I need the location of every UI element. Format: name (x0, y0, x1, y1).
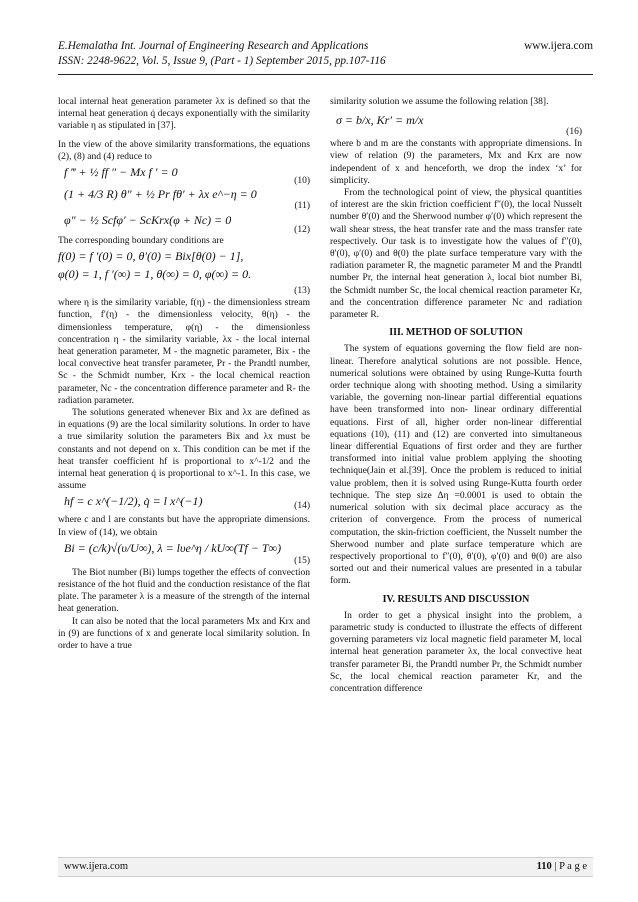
header-rule (58, 74, 593, 75)
equation-13b: φ(0) = 1, f ′(∞) = 1, θ(∞) = 0, φ(∞) = 0. (58, 267, 252, 282)
left-column (58, 96, 310, 652)
footer-site-link[interactable]: www.ijera.com (64, 861, 129, 872)
right-paragraph-2: where b and m are the constants with appropriate dimensions. In view of relation (9) the parameters, Mx and Krx are now independent of x and henceforth, we drop the index ‘x’ for simplicity. (330, 139, 582, 186)
header-site-link[interactable]: www.ijera.com (524, 40, 593, 52)
section-3-heading: III. METHOD OF SOLUTION (389, 327, 523, 339)
page-number: 110 (536, 861, 552, 872)
left-paragraph-5: The solutions generated whenever Bix and λx are defined as in equations (9) are the local similarity solutions. In order to have a true similarity solution the parameters Bix and λx must be constants and not depend on x. This condition can be met if the heat transfer coefficient hf is proportional to x^-1/2 and the internal heat generation q̇ is proportional to x^-1. In this case, we assume (58, 408, 310, 492)
equation-13a: f(0) = f ′(0) = 0, θ′(0) = Bix[θ(0) − 1], (58, 249, 244, 264)
right-paragraph-3: From the technological point of view, the physical quantities of interest are the skin friction coefficient f″(0), the local Nusselt number θ′(0) and the Sherwood number φ′(0) which represent the wall shear stress, the heat transfer rate and the mass transfer rate respectively. Our task is to investigate how the values of f″(0), θ′(0), φ′(0) and θ(0) the plate surface temperature vary with the radiation parameter R, the magnetic parameter M and the Prandtl number Pr, the internal heat generation λ, local biot number Bi, the Schmidt number Sc, the local chemical reaction parameter Kr, and the concentration difference parameter Nc and radiation parameter R. (330, 188, 582, 321)
running-header (58, 39, 593, 69)
left-paragraph-3: The corresponding boundary conditions are (58, 236, 224, 247)
right-paragraph-4: The system of equations governing the flow field are non-linear. Therefore analytical solutions are not possible. Hence, numerical solutions were obtained by using Runge-Kutta fourth order technique along with shooting method. Using a similarity variable, the governing non-linear partial differential equations have been transformed into non- linear ordinary differential equations. First of all, higher order non-linear differential equations (10), (11) and (12) are converted into simultaneous linear differential Equations of first order and they are further transformed into initial value problem applying the shooting technique(Jain et al.[39]. Once the problem is reduced to initial value problem, then it is solved using Runge-Kutta fourth order technique. The step size Δη =0.0001 is used to obtain the numerical solution with six decimal place accuracy as the criterion of convergence. From the process of numerical computation, the skin-friction coefficient, the Nusselt number the Sherwood number and plate surface temperature which are respectively proportional to f″(0), θ′(0), φ′(0) and θ(0) are also sorted out and their numerical values are presented in a tabular form. (330, 344, 582, 587)
left-paragraph-8: It can also be noted that the local parameters Mx and Krx and in (9) are functions of x and generate local similarity solution. In order to have a true (58, 616, 310, 652)
equation-10: f ‴ + ½ ff ″ − Mx f ′ = 0 (10) (64, 165, 310, 187)
left-paragraph-2: In the view of the above similarity transformations, the equations (2), (8) and (4) reduce to (58, 139, 310, 162)
equation-15: Bi = (c/k)√(υ/U∞), λ = lυe^η / kU∞(Tf − T∞) (15) (64, 540, 310, 566)
left-paragraph-4: where η is the similarity variable, f(η) - the dimensionless stream function, f′(η) - the dimensionless velocity, θ(η) - the dimensionless temperature, φ(η) - the dimensionless concentration η - the similarity variable, λx - the local internal heat generation parameter, M - the magnetic parameter, Bix - the local convective heat transfer parameter, Pr - the Prandtl number, Sc - the Schmidt number, Krx - the local chemical reaction parameter, Nc - the concentration difference parameter and R- the radiation parameter. (58, 298, 310, 406)
left-paragraph-6: where c and l are constants but have the appropriate dimensions. In view of (14), we obtain (58, 515, 310, 538)
section-4-heading: IV. RESULTS AND DISCUSSION (382, 593, 530, 605)
equation-16: σ = b/x, Kr′ = m/x (16) (336, 113, 582, 138)
equation-11: (1 + 4/3 R) θ″ + ½ Pr fθ′ + λx e^−η = 0 (11) (64, 187, 310, 212)
header-journal: E.Hemalatha Int. Journal of Engineering Research and Applications (58, 40, 369, 52)
left-paragraph-7: The Biot number (Bi) lumps together the effects of convection resistance of the hot fluid and the conduction resistance of the flat plate. The parameter λ is a measure of the strength of the internal heat generation. (58, 567, 310, 615)
page-footer (58, 857, 593, 877)
right-column (330, 96, 582, 695)
footer-page (537, 858, 587, 876)
right-paragraph-1: similarity solution we assume the following relation [38]. (330, 97, 549, 107)
equation-12: φ″ − ½ Scfφ′ − ScKrx(φ + Nc) = 0 (12) (64, 213, 310, 236)
page-suffix: | P a g e (551, 861, 587, 872)
equation-14: hf = c x^(−1/2), q̇ = l x^(−1) (14) (64, 494, 310, 512)
right-paragraph-5: In order to get a physical insight into the problem, a parametric study is conducted to illustrate the effects of different governing parameters viz local magnetic field parameter M, local internal heat generation parameter λx, the local convective heat transfer parameter Bi, the Prandtl number Pr, the Schmidt number Sc, the local chemical reaction parameter Kr, and the concentration difference (330, 610, 582, 694)
left-paragraph-1: local internal heat generation parameter λx is defined so that the internal heat generation q̇ decays exponentially with the similarity variable η as stipulated in [37]. (58, 97, 310, 132)
header-issn: ISSN: 2248-9622, Vol. 5, Issue 9, (Part - 1) September 2015, pp.107-116 (58, 55, 386, 67)
equation-13-number: (13) (294, 286, 310, 297)
